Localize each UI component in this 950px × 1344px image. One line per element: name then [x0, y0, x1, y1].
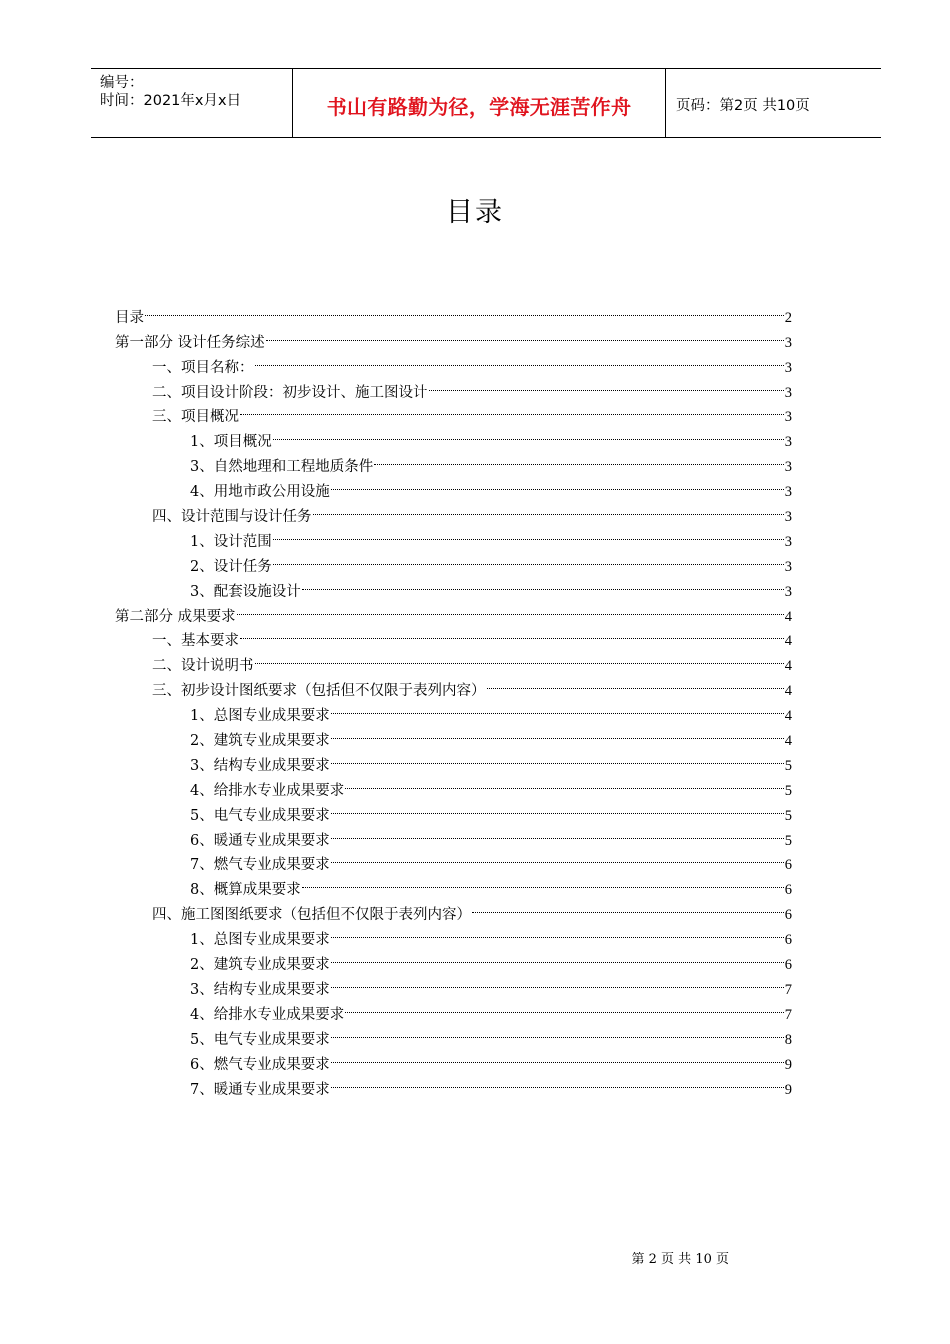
toc-entry-text: 2、建筑专业成果要求 — [190, 733, 330, 750]
toc-leader-dots — [331, 845, 784, 870]
toc-entry-text: 二、设计说明书 — [152, 658, 254, 675]
toc-entry-text: 二、项目设计阶段：初步设计、施工图设计 — [152, 384, 428, 401]
toc-page-number: 9 — [784, 1081, 792, 1098]
code-label: 编号： — [100, 75, 144, 91]
toc-entry[interactable] — [115, 944, 792, 974]
toc-entry[interactable] — [115, 1019, 792, 1048]
toc-page-number: 4 — [784, 683, 792, 700]
toc-page-number: 3 — [784, 583, 792, 600]
toc-entry[interactable] — [115, 994, 792, 1023]
toc-entry[interactable] — [115, 446, 792, 476]
toc-entry[interactable] — [115, 521, 792, 550]
toc-entry[interactable] — [115, 720, 792, 750]
toc-leader-dots — [266, 322, 784, 347]
toc-page-number: 2 — [784, 309, 792, 326]
toc-page-number: 5 — [784, 807, 792, 824]
toc-entry[interactable] — [115, 894, 792, 924]
toc-page-number: 3 — [784, 334, 792, 351]
toc-page-number: 6 — [784, 907, 792, 924]
toc-leader-dots — [273, 521, 784, 546]
toc-entry[interactable] — [115, 969, 792, 998]
toc-leader-dots — [331, 969, 784, 994]
toc-page-number: 5 — [784, 832, 792, 849]
toc-page-number: 3 — [784, 434, 792, 451]
toc-page-number: 3 — [784, 359, 792, 376]
header-table — [91, 68, 881, 138]
motto: 书山有路勤为径，学海无涯苦作舟 — [326, 95, 632, 119]
toc-entry[interactable] — [115, 820, 792, 849]
toc-page-number: 4 — [784, 733, 792, 750]
toc-entry-text: 一、基本要求 — [152, 633, 239, 650]
toc-page-number: 6 — [784, 932, 792, 949]
toc-page-number: 4 — [784, 608, 792, 625]
toc-leader-dots — [472, 894, 784, 919]
toc-leader-dots — [429, 372, 784, 397]
toc-entry[interactable] — [115, 297, 792, 326]
toc-entry[interactable] — [115, 1069, 792, 1098]
toc-page-number: 3 — [784, 509, 792, 526]
table-of-contents — [115, 297, 792, 1098]
toc-entry-text: 4、给排水专业成果要求 — [190, 782, 345, 799]
toc-entry-text: 一、项目名称： — [152, 359, 254, 376]
toc-leader-dots — [302, 869, 784, 894]
toc-entry-text: 5、电气专业成果要求 — [190, 807, 330, 824]
toc-page-number: 4 — [784, 658, 792, 675]
toc-page-number: 3 — [784, 558, 792, 575]
toc-leader-dots — [331, 820, 784, 845]
toc-entry[interactable] — [115, 496, 792, 526]
toc-entry-text: 1、总图专业成果要求 — [190, 708, 330, 725]
toc-leader-dots — [331, 1019, 784, 1044]
toc-entry[interactable] — [115, 372, 792, 401]
toc-entry[interactable] — [115, 770, 792, 799]
toc-entry-text: 3、配套设施设计 — [190, 583, 301, 600]
toc-page-number: 7 — [784, 981, 792, 998]
toc-entry[interactable] — [115, 795, 792, 824]
toc-entry-text: 3、自然地理和工程地质条件 — [190, 459, 374, 476]
toc-entry[interactable] — [115, 845, 792, 874]
toc-leader-dots — [240, 621, 784, 646]
toc-page-number: 8 — [784, 1031, 792, 1048]
toc-entry-text: 3、结构专业成果要求 — [190, 981, 330, 998]
header-motto-cell — [293, 69, 666, 137]
toc-leader-dots — [331, 795, 784, 820]
toc-entry-text: 7、暖通专业成果要求 — [190, 1081, 330, 1098]
toc-entry-text: 2、设计任务 — [190, 558, 272, 575]
toc-leader-dots — [313, 496, 784, 521]
toc-entry-text: 1、项目概况 — [190, 434, 272, 451]
toc-entry[interactable] — [115, 571, 792, 600]
toc-entry-text: 8、概算成果要求 — [190, 882, 301, 899]
toc-leader-dots — [331, 1069, 784, 1094]
toc-page-number: 6 — [784, 957, 792, 974]
toc-entry-text: 四、设计范围与设计任务 — [152, 509, 312, 526]
toc-entry-text: 5、电气专业成果要求 — [190, 1031, 330, 1048]
toc-entry-text: 1、设计范围 — [190, 533, 272, 550]
toc-page-number: 9 — [784, 1056, 792, 1073]
toc-entry[interactable] — [115, 421, 792, 451]
toc-entry[interactable] — [115, 1044, 792, 1073]
toc-leader-dots — [237, 596, 784, 621]
toc-page-number: 6 — [784, 857, 792, 874]
toc-page-number: 3 — [784, 459, 792, 476]
toc-page-number: 3 — [784, 409, 792, 426]
toc-leader-dots — [331, 1044, 784, 1069]
toc-page-number: 7 — [784, 1006, 792, 1023]
toc-page-number: 3 — [784, 384, 792, 401]
toc-entry[interactable] — [115, 322, 792, 351]
toc-entry-text: 1、总图专业成果要求 — [190, 932, 330, 949]
toc-leader-dots — [273, 421, 784, 446]
toc-leader-dots — [374, 446, 784, 471]
time-label: 时间：2021年x月x日 — [100, 93, 242, 109]
toc-entry-text: 三、项目概况 — [152, 409, 239, 426]
toc-entry-text: 4、用地市政公用设施 — [190, 484, 330, 501]
toc-page-number: 4 — [784, 633, 792, 650]
page-title: 目录 — [446, 197, 504, 228]
toc-leader-dots — [331, 745, 784, 770]
toc-entry-text: 3、结构专业成果要求 — [190, 757, 330, 774]
toc-leader-dots — [255, 645, 784, 670]
toc-entry[interactable] — [115, 645, 792, 675]
toc-leader-dots — [331, 695, 784, 720]
toc-page-number: 4 — [784, 708, 792, 725]
toc-leader-dots — [273, 546, 784, 571]
toc-entry-text: 4、给排水专业成果要求 — [190, 1006, 345, 1023]
toc-entry-text: 目录 — [115, 309, 144, 326]
toc-leader-dots — [331, 919, 784, 944]
toc-entry[interactable] — [115, 546, 792, 575]
toc-page-number: 3 — [784, 484, 792, 501]
toc-entry-text: 第二部分 成果要求 — [115, 608, 236, 625]
toc-entry-text: 2、建筑专业成果要求 — [190, 957, 330, 974]
toc-page-number: 3 — [784, 533, 792, 550]
toc-entry-text: 6、暖通专业成果要求 — [190, 832, 330, 849]
toc-entry[interactable] — [115, 695, 792, 725]
toc-leader-dots — [255, 347, 784, 372]
toc-entry-text: 四、施工图图纸要求（包括但不仅限于表列内容） — [152, 907, 471, 924]
toc-entry[interactable] — [115, 621, 792, 650]
toc-leader-dots — [345, 770, 784, 795]
toc-entry[interactable] — [115, 397, 792, 426]
toc-leader-dots — [345, 994, 784, 1019]
toc-entry-text: 6、燃气专业成果要求 — [190, 1056, 330, 1073]
toc-entry-text: 7、燃气专业成果要求 — [190, 857, 330, 874]
toc-leader-dots — [302, 571, 784, 596]
page-footer: 第 2 页 共 10 页 — [631, 1252, 729, 1267]
toc-leader-dots — [240, 397, 784, 422]
toc-page-number: 5 — [784, 782, 792, 799]
toc-leader-dots — [331, 471, 784, 496]
toc-leader-dots — [331, 720, 784, 745]
toc-entry[interactable] — [115, 919, 792, 949]
toc-entry[interactable] — [115, 745, 792, 774]
header-meta-cell — [91, 69, 293, 137]
toc-leader-dots — [331, 944, 784, 969]
toc-entry[interactable] — [115, 869, 792, 899]
header-page-cell — [666, 69, 881, 137]
toc-entry[interactable] — [115, 596, 792, 625]
toc-entry[interactable] — [115, 471, 792, 501]
toc-leader-dots — [487, 670, 784, 695]
toc-leader-dots — [145, 297, 784, 322]
toc-entry-text: 第一部分 设计任务综述 — [115, 334, 265, 351]
toc-entry-text: 三、初步设计图纸要求（包括但不仅限于表列内容） — [152, 683, 486, 700]
toc-page-number: 6 — [784, 882, 792, 899]
toc-page-number: 5 — [784, 757, 792, 774]
toc-entry[interactable] — [115, 347, 792, 376]
page-indicator: 页码：第2页 共10页 — [676, 98, 810, 114]
toc-entry[interactable] — [115, 670, 792, 700]
